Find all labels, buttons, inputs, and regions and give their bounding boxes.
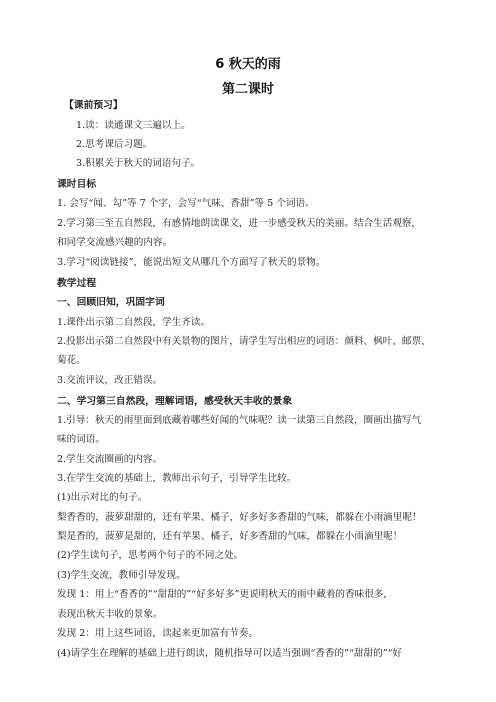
section-line: 梨是香的，菠萝是甜的，还有苹果、橘子，好多香甜的气味，都躲在小雨滴里呢！ xyxy=(57,531,403,542)
goal-line: 和同学交流感兴趣的内容。 xyxy=(57,237,173,248)
section-line: 梨香香的，菠萝甜甜的，还有苹果、橘子，好多好多香甜的气味，都躲在小雨滴里呢！ xyxy=(57,512,422,523)
section-line: 表现出秋天丰收的景象。 xyxy=(57,609,163,620)
section-line: (4)请学生在理解的基础上进行朗读，随机指导可以适当强调“香香的”“甜甜的”“好 xyxy=(57,648,403,659)
section-line: 菊花。 xyxy=(57,355,86,366)
section-line: 2.投影出示第二自然段中有关景物的图片，请学生写出相应的词语：颜料、枫叶、邮票、 xyxy=(57,336,431,347)
preview-item: 2.思考课后习题。 xyxy=(76,139,153,150)
preview-item: 3.积累关于秋天的词语句子。 xyxy=(76,158,201,169)
section-line: 1.引导：秋天的雨里面到底藏着哪些好闻的气味呢？读一读第三自然段，圈画出描写气 xyxy=(57,415,422,426)
section-line: 3.交流评议，改正错误。 xyxy=(57,375,163,386)
section-heading: 二、学习第三自然段，理解词语，感受秋天丰收的景象 xyxy=(57,396,293,407)
section-line: (1)出示对比的句子。 xyxy=(57,492,148,503)
preview-item: 1.读：读通课文三遍以上。 xyxy=(76,120,191,131)
section-line: 1.课件出示第二自然段，学生齐读。 xyxy=(57,317,211,328)
goal-line: 1. 会写“闻、勾”等 7 个字，会写“气味、香甜”等 5 个词语。 xyxy=(57,198,315,209)
preview-heading: 【课前预习】 xyxy=(64,100,123,111)
lesson-subtitle: 第二课时 xyxy=(221,82,274,97)
goal-line: 2.学习第三至五自然段，有感情地朗读课文，进一步感受秋天的美丽。结合生活观察， xyxy=(57,218,422,229)
section-line: (2)学生读句子，思考两个句子的不同之处。 xyxy=(57,550,244,561)
section-line: (3)学生交流，教师引导发现。 xyxy=(57,570,186,581)
section-line: 3.在学生交流的基础上，教师出示句子，引导学生比较。 xyxy=(57,473,297,484)
lesson-title: 6 秋天的雨 xyxy=(215,57,281,72)
goals-heading: 课时目标 xyxy=(57,179,97,190)
goal-line: 3.学习“阅读链接”，能说出短文从哪几个方面写了秋天的景物。 xyxy=(57,257,326,268)
section-line: 发现 1：用上“香香的”“甜甜的”“好多好多”更说明秋天的雨中藏着的香味很多， xyxy=(57,589,393,600)
section-line: 味的词语。 xyxy=(57,434,105,445)
section-line: 2.学生交流圈画的内容。 xyxy=(57,454,163,465)
section-line: 发现 2：用上这些词语，读起来更加富有节奏。 xyxy=(57,628,259,639)
process-heading: 教学过程 xyxy=(57,278,97,289)
section-heading: 一、回顾旧知，巩固字词 xyxy=(57,297,165,308)
